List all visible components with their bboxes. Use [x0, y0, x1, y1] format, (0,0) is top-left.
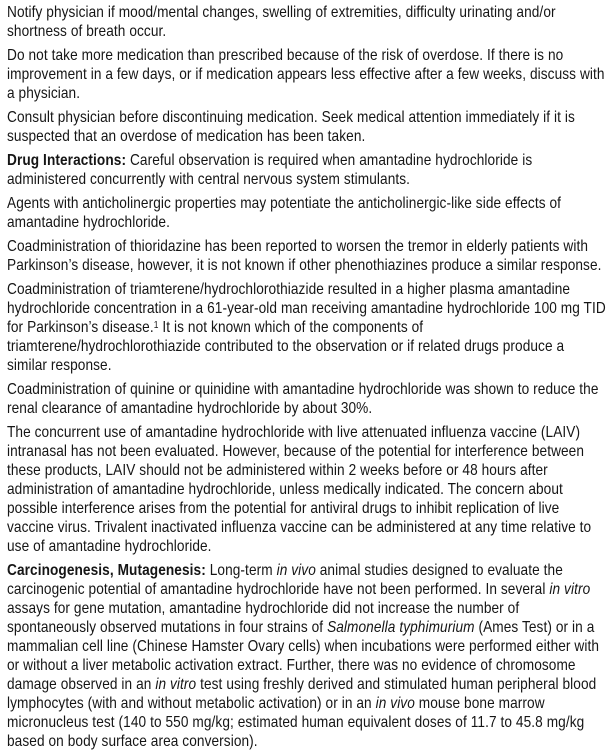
text-run: It is not known which of the components of triamterene/hydrochlorothiazide contributed to the observation or if related drugs produce a similar response. [7, 319, 565, 374]
text-run: Long-term [209, 562, 277, 579]
text-run: test using freshly derived and stimulated human peripheral blood lymphocytes (with and without metabolic activation) or in an [7, 676, 597, 712]
text-run: in vitro [549, 581, 591, 598]
text-run: mouse bone marrow micronucleus test (140 to 550 mg/kg; estimated human equivalent doses of 11.7 to 45.8 mg/kg based on body surface area conversion). [7, 695, 585, 750]
text-run: assays for gene mutation, amantadine hydrochloride did not increase the number of spontaneously observed mutations in four strains of [7, 600, 520, 636]
text-run: in vivo [375, 695, 415, 712]
text-run: Salmonella typhimurium [327, 619, 475, 636]
section-heading-inline: Drug Interactions: [7, 152, 130, 169]
paragraph [7, 423, 607, 556]
text-run: Notify physician if mood/mental changes, swelling of extremities, difficulty urinating and/or shortness of breath occur. [7, 4, 556, 40]
text-run: Agents with anticholinergic properties may potentiate the anticholinergic-like side effects of amantadine hydrochloride. [7, 195, 562, 231]
text-run: Coadministration of thioridazine has been reported to worsen the tremor in elderly patients with Parkinson’s disease, however, it is not known if other phenothiazines produce a similar response. [7, 238, 602, 274]
paragraph [7, 3, 607, 41]
paragraph [7, 108, 607, 146]
paragraph [7, 380, 607, 418]
text-run: in vivo [276, 562, 316, 579]
text-run: (Ames Test) or in a mammalian cell line (Chinese Hamster Ovary cells) when incubations were performed either with or without a liver metabolic activation extract. Further, there was no evidence of chromosome damage observed in an [7, 619, 600, 693]
section-heading-inline: Carcinogenesis, Mutagenesis: [7, 562, 210, 579]
text-run: in vitro [155, 676, 197, 693]
footnote-reference: 1 [153, 320, 159, 331]
text-run: Coadministration of quinine or quinidine with amantadine hydrochloride was shown to reduce the renal clearance of amantadine hydrochloride by about 30%. [7, 381, 599, 417]
text-run: Coadministration of triamterene/hydrochlorothiazide resulted in a higher plasma amantadine hydrochloride concentration in a 61-year-old man receiving amantadine hydrochloride 100 mg TID for Parkinson’s disease. [7, 281, 606, 336]
text-run: Do not take more medication than prescribed because of the risk of overdose. If there is no improvement in a few days, or if medication appears less effective after a few weeks, discuss with a physician. [7, 47, 605, 102]
paragraph [7, 194, 607, 232]
paragraph [7, 561, 607, 751]
text-run: The concurrent use of amantadine hydrochloride with live attenuated influenza vaccine (LAIV) intranasal has not been evaluated. However, because of the potential for interference between these products, LAIV should not be administered within 2 weeks before or 48 hours after administration of amantadine hydrochloride, unless medically indicated. The concern about possible interference arises from the potential for antiviral drugs to inhibit replication of live vaccine virus. Trivalent inactivated influenza vaccine can be administered at any time relative to use of amantadine hydrochloride. [7, 424, 592, 555]
paragraph [7, 151, 607, 189]
paragraph [7, 46, 607, 103]
text-run: Careful observation is required when amantadine hydrochloride is administered concurrently with central nervous system stimulants. [7, 152, 533, 188]
paragraph [7, 280, 607, 375]
paragraph [7, 237, 607, 275]
text-run: animal studies designed to evaluate the carcinogenic potential of amantadine hydrochloride have not been performed. In several [7, 562, 563, 598]
text-run: Consult physician before discontinuing medication. Seek medical attention immediately if it is suspected that an overdose of medication has been taken. [7, 109, 575, 145]
